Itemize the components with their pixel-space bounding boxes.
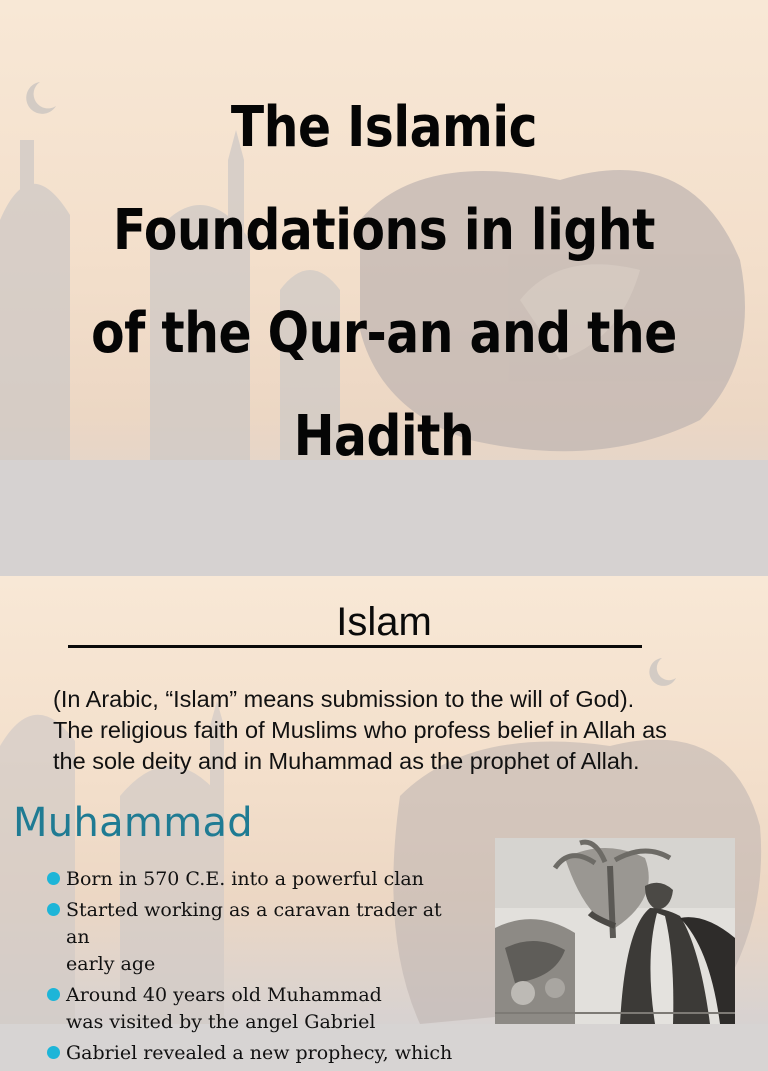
portrait-image [495,838,735,1024]
bullet-icon [47,903,60,916]
definition-text [53,684,753,777]
bullet-icon [47,988,60,1001]
title-line: The Islamic [230,95,538,160]
bullet-icon [47,1046,60,1059]
fact-line: was visited by the angel Gabriel [66,1011,376,1033]
list-item [44,897,464,978]
engraving-portrait-icon [495,838,735,1024]
fact-list [44,866,464,1071]
list-item [44,982,464,1036]
definition-line: (In Arabic, “Islam” means submission to the will of God). [53,686,635,712]
definition-line: the sole deity and in Muhammad as the prophet of Allah. [53,748,640,774]
heading-underline [68,645,642,648]
bullet-icon [47,872,60,885]
fact-line: Born in 570 C.E. into a powerful clan [66,868,424,890]
fact-line: Around 40 years old Muhammad [66,984,382,1006]
title-line: of the Qur-an and the [91,301,677,366]
list-item [44,866,464,893]
list-item [44,1040,464,1067]
section-heading: Islam [336,600,432,644]
definition-line: The religious faith of Muslims who profess belief in Allah as [53,717,667,743]
person-heading: Muhammad [13,800,253,846]
fact-line: Gabriel revealed a new prophecy, which [66,1042,453,1064]
slide-title [85,76,684,488]
fact-line: early age [66,953,156,975]
crescent-moon-icon [649,658,676,686]
crescent-moon-icon [26,82,56,114]
title-line: Hadith [293,404,475,469]
title-line: Foundations in light [113,198,655,263]
fact-line: Started working as a caravan trader at an [66,899,442,948]
